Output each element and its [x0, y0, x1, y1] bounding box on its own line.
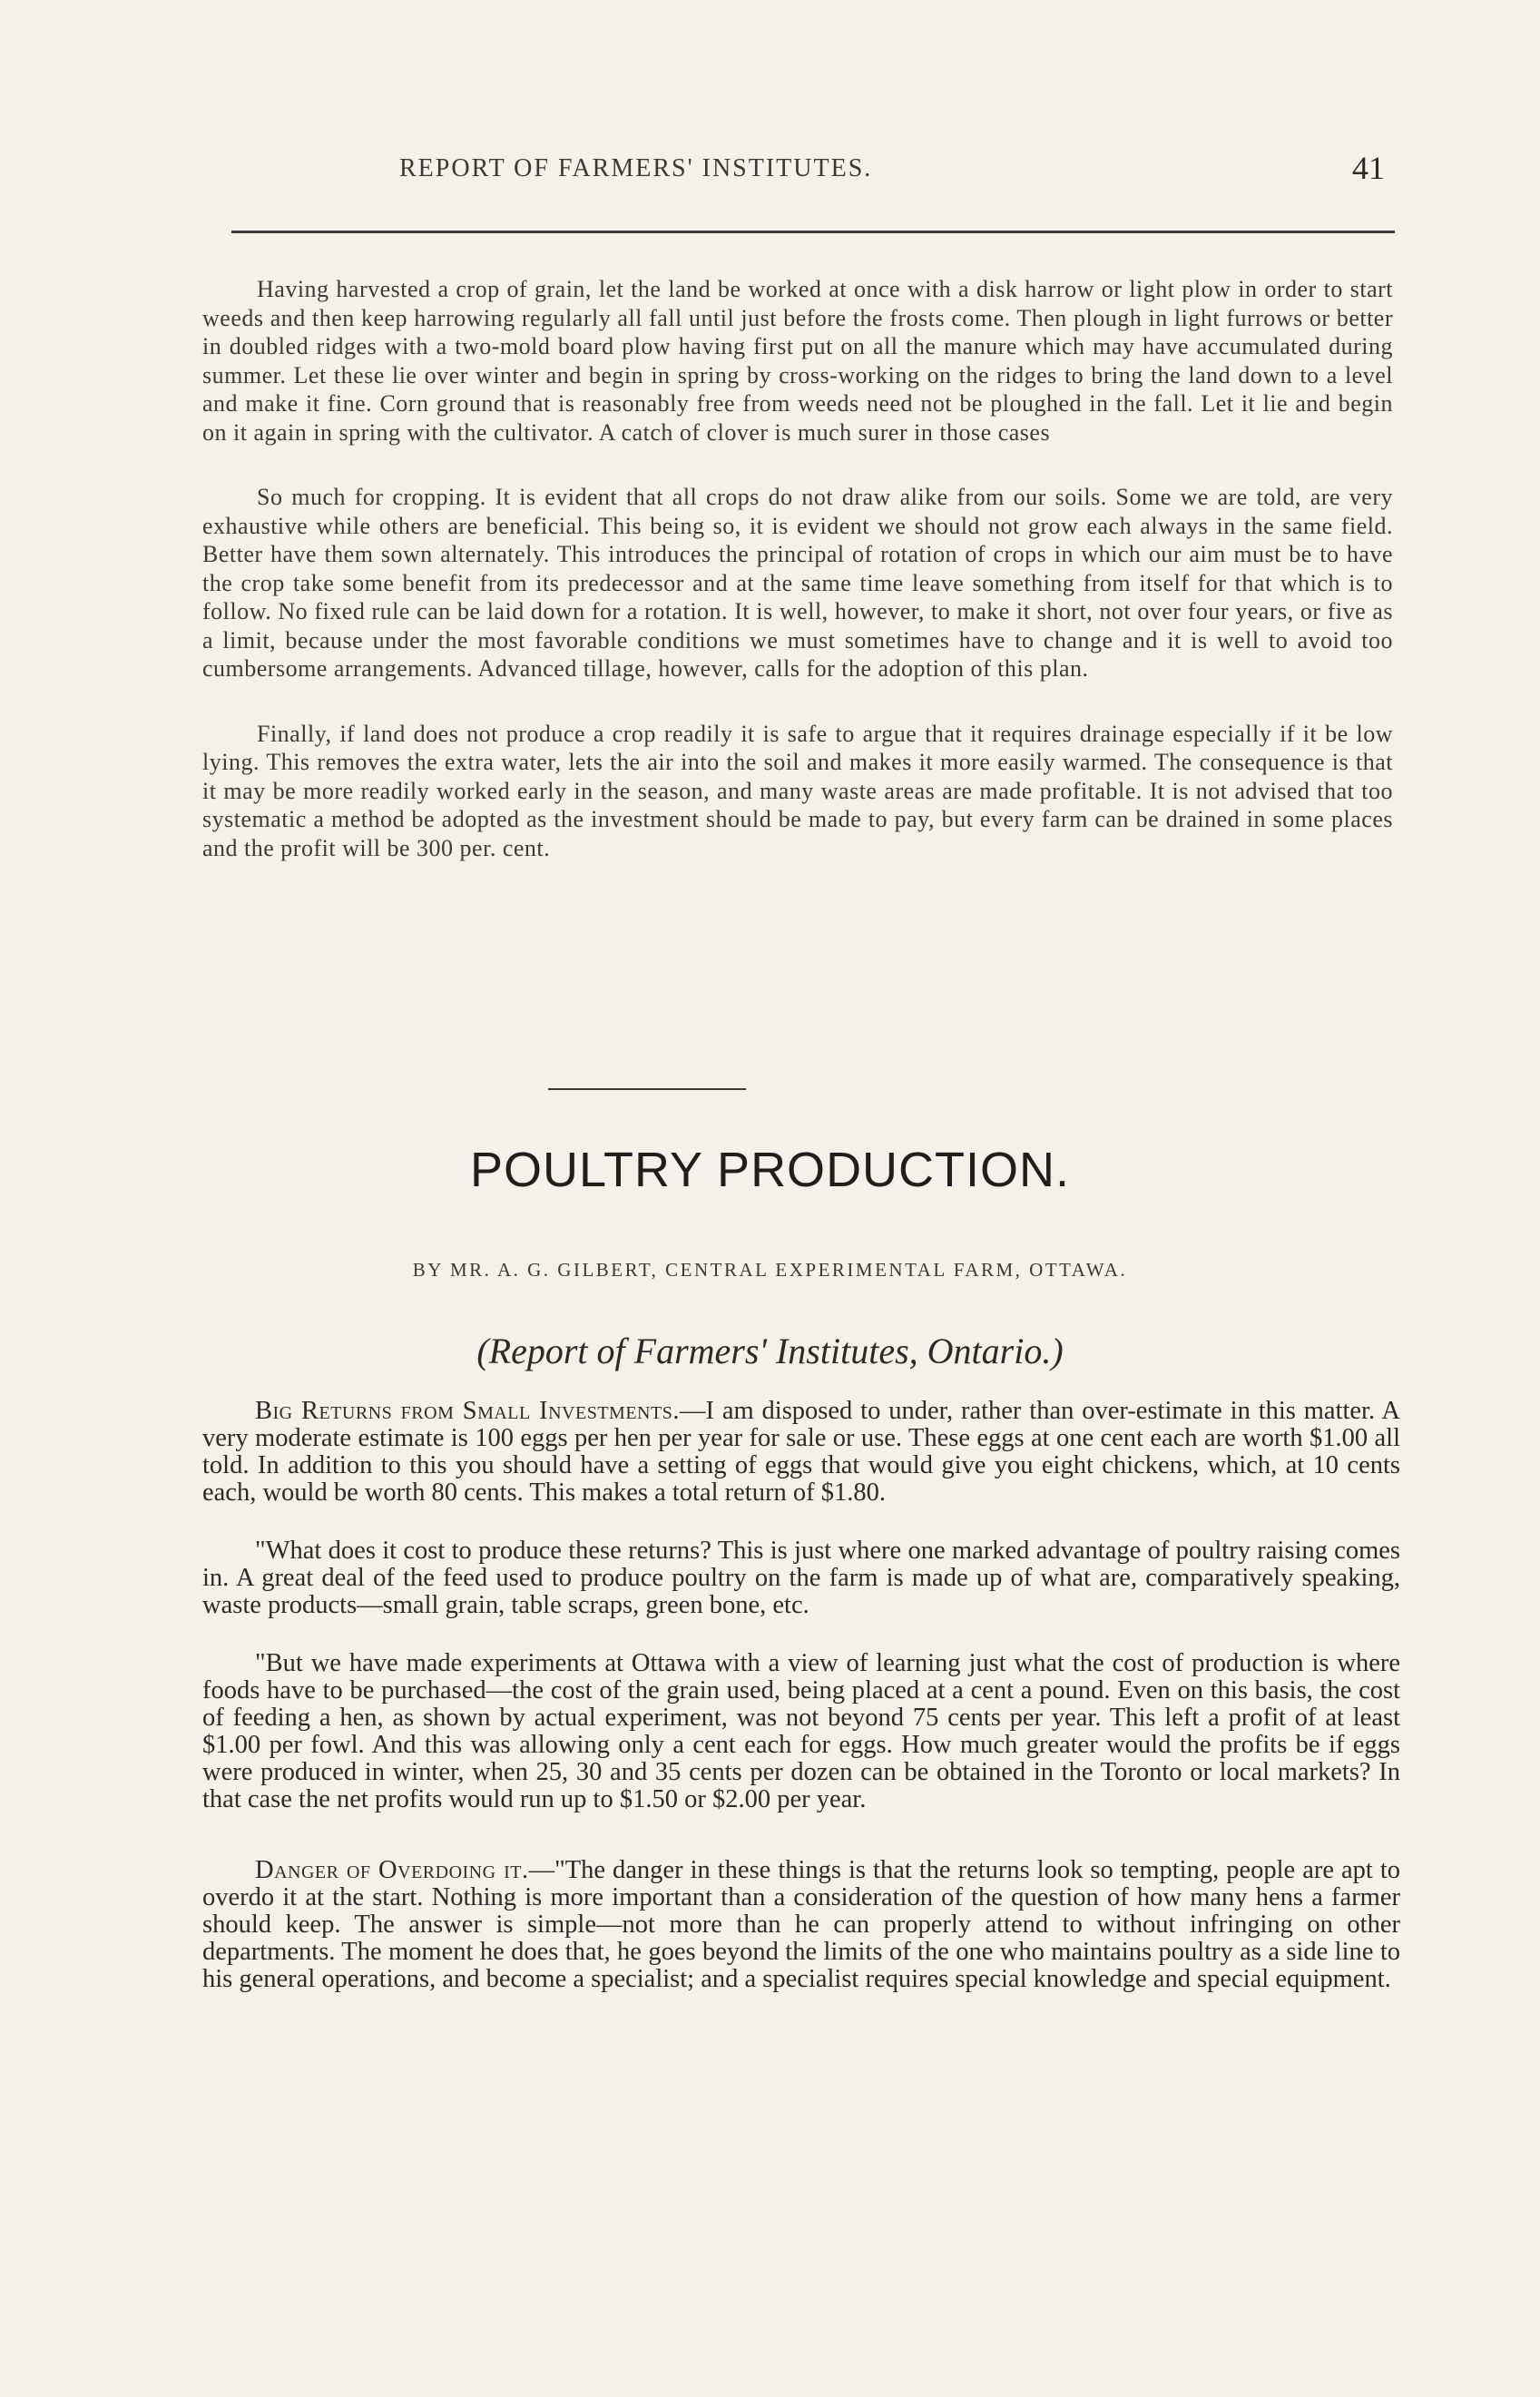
article-title: POULTRY PRODUCTION.: [469, 1143, 1071, 1197]
page-number: 41: [1352, 150, 1385, 186]
body-paragraph: [202, 1398, 1400, 1507]
previous-article-continuation: [202, 275, 1393, 899]
article-body: [202, 1398, 1400, 2024]
running-head: REPORT OF FARMERS' INSTITUTES.: [399, 154, 873, 182]
paragraph-lead: Danger of Overdoing it.: [255, 1856, 529, 1884]
paragraph-text: "But we have made experiments at Ottawa with a view of learning just what the cost of production is where foods have to be purchased—the cost of the grain used, being placed at a cent a pound. Even on this basis, the cost of feeding a hen, as shown by actual experiment, was not beyond 75 cents per year. This left a profit of at least $1.00 per fowl. And this was allowing only a cent each for eggs. How much greater would the profits be if eggs were produced in winter, when 25, 30 and 35 cents per dozen can be obtained in the Toronto or local markets? In that case the net profits would run up to $1.50 or $2.00 per year.: [202, 1649, 1400, 1813]
article-byline: BY MR. A. G. GILBERT, CENTRAL EXPERIMENTAL FARM, OTTAWA.: [412, 1259, 1128, 1281]
section-divider: [548, 1088, 746, 1090]
paragraph-text: —"The danger in these things is that the returns look so tempting, people are apt to overdo it at the start. Nothing is more important than a consideration of the question of how many hens a farmer should keep. The answer is simple—not more than he can properly attend to without infringing on other departments. The moment he does that, he goes beyond the limits of the one who maintains poultry as a side line to his general operations, and become a specialist; and a specialist requires special knowledge and special equipment.: [202, 1856, 1400, 1993]
body-paragraph: [202, 1537, 1400, 1619]
body-paragraph: Having harvested a crop of grain, let the land be worked at once with a disk harrow or light plow in order to start weeds and then keep harrowing regularly all fall until just before the frosts come. Then plough in light furrows or better in doubled ridges with a two-mold board plow having first put on all the manure which may have accumulated during summer. Let these lie over winter and begin in spring by cross-working on the ridges to bring the land down to a level and make it fine. Corn ground that is reasonably free from weeds need not be ploughed in the fall. Let it lie and begin on it again in spring with the cultivator. A catch of clover is much surer in those cases: [202, 276, 1393, 446]
paragraph-text: "What does it cost to produce these returns? This is just where one marked advantage of poultry raising comes in. A great deal of the feed used to produce poultry on the farm is made up of what are, comparatively speaking, waste products—small grain, table scraps, green bone, etc.: [202, 1537, 1400, 1619]
body-paragraph: So much for cropping. It is evident that all crops do not draw alike from our soils. Some we are told, are very exhaustive while others are beneficial. This being so, it is evident we should not grow each always in the same field. Better have them sown alternately. This introduces the principal of rotation of crops in which our aim must be to have the crop take some benefit from its predecessor and at the same time leave something from itself for that which is to follow. No fixed rule can be laid down for a rotation. It is well, however, to make it short, not over four years, or five as a limit, because under the most favorable conditions we must sometimes have to change and it is well to avoid too cumbersome arrangements. Advanced tillage, however, calls for the adoption of this plan.: [202, 484, 1393, 682]
paragraph-text: —I am disposed to under, rather than over-estimate in this matter. A very moderate estimate is 100 eggs per hen per year for sale or use. These eggs at one cent each are worth $1.00 all told. In addition to this you should have a setting of eggs that would give you eight chickens, which, at 10 cents each, would be worth 80 cents. This makes a total return of $1.80.: [202, 1397, 1400, 1507]
paragraph-lead: Big Returns from Small Investments.: [255, 1397, 680, 1425]
body-paragraph: [202, 1650, 1400, 1813]
header-rule: [231, 231, 1395, 233]
body-paragraph: [202, 1857, 1400, 1993]
article-source: (Report of Farmers' Institutes, Ontario.): [476, 1331, 1064, 1371]
body-paragraph: Finally, if land does not produce a crop readily it is safe to argue that it requires drainage especially if it be low lying. This removes the extra water, lets the air into the soil and makes it more easily warmed. The consequence is that it may be more readily worked early in the season, and many waste areas are made profitable. It is not advised that too systematic a method be adopted as the investment should be made to pay, but every farm can be drained in some places and the profit will be 300 per. cent.: [202, 720, 1393, 861]
